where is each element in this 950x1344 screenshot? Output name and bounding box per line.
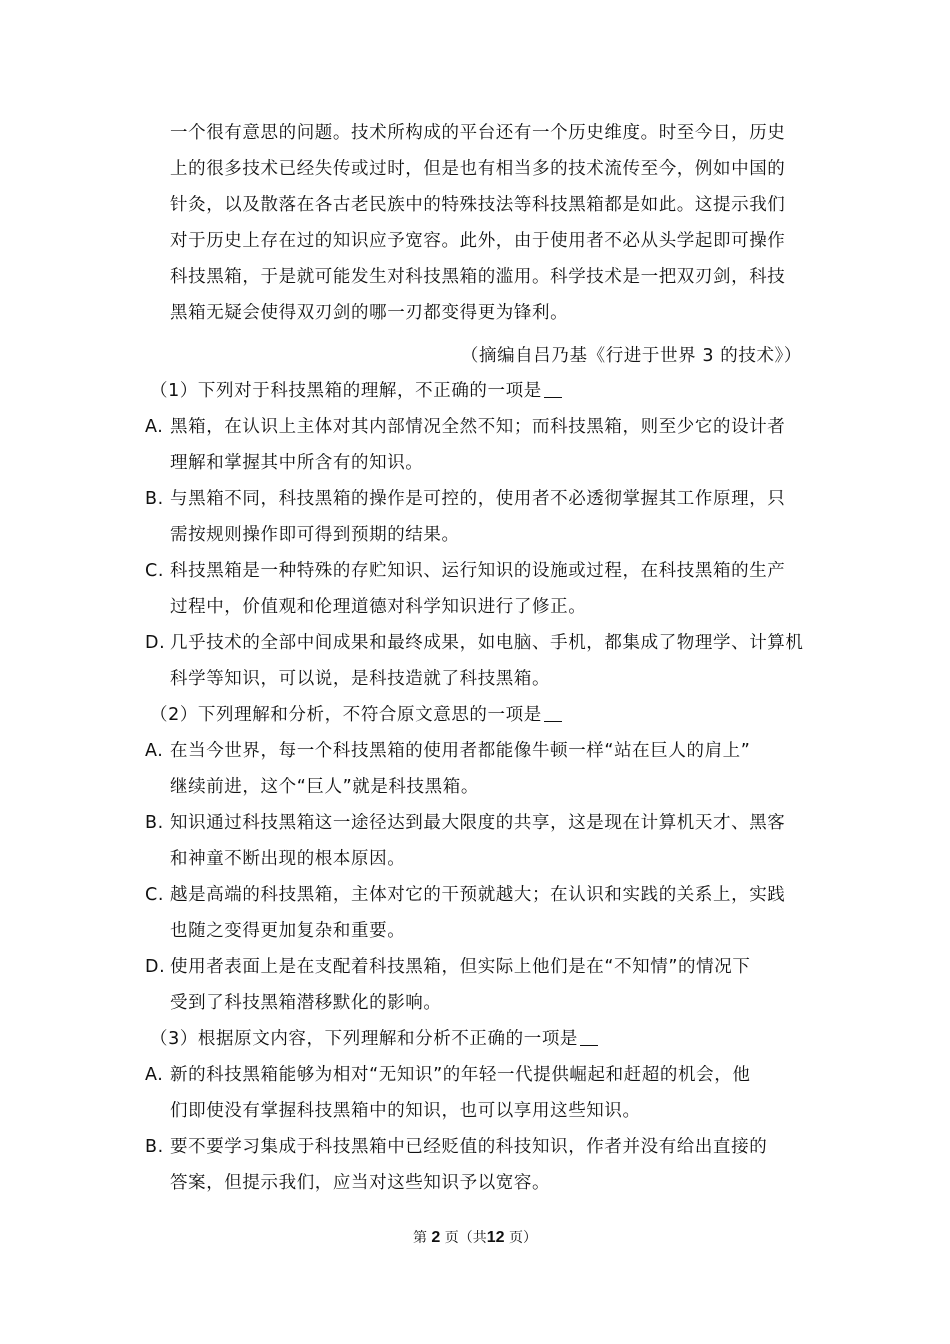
option-c: C. 越是高端的科技黑箱，主体对它的干预就越大；在认识和实践的关系上，实践	[145, 885, 786, 905]
answer-blank	[544, 379, 562, 398]
passage-line: 科技黑箱，于是就可能发生对科技黑箱的滥用。科学技术是一把双刃剑，科技	[170, 267, 786, 287]
passage-line: 针灸，以及散落在各古老民族中的特殊技法等科技黑箱都是如此。这提示我们	[170, 195, 786, 215]
page-number: 2	[431, 1229, 441, 1246]
footer-prefix: 第	[412, 1230, 427, 1246]
option-b: B. 与黑箱不同，科技黑箱的操作是可控的，使用者不必透彻掌握其工作原理，只	[145, 489, 786, 509]
option-c: C. 科技黑箱是一种特殊的存贮知识、运行知识的设施或过程，在科技黑箱的生产	[145, 561, 786, 581]
passage-line: 上的很多技术已经失传或过时，但是也有相当多的技术流传至今，例如中国的	[170, 159, 786, 179]
option-a-continued: 们即使没有掌握科技黑箱中的知识，也可以享用这些知识。	[170, 1101, 641, 1121]
option-c-continued: 也随之变得更加复杂和重要。	[170, 921, 406, 941]
footer-middle: 页（共	[444, 1230, 487, 1246]
option-b-continued: 和神童不断出现的根本原因。	[170, 849, 406, 869]
option-a: A. 新的科技黑箱能够为相对“无知识”的年轻一代提供崛起和赶超的机会，他	[145, 1065, 751, 1085]
page-total: 12	[486, 1229, 505, 1246]
answer-blank	[544, 703, 562, 722]
option-a-continued: 理解和掌握其中所含有的知识。	[170, 453, 424, 473]
option-a-continued: 继续前进，这个“巨人”就是科技黑箱。	[170, 777, 479, 797]
page-footer	[0, 1228, 950, 1248]
passage-line: 一个很有意思的问题。技术所构成的平台还有一个历史维度。时至今日，历史	[170, 123, 786, 143]
option-b: B. 知识通过科技黑箱这一途径达到最大限度的共享，这是现在计算机天才、黑客	[145, 813, 786, 833]
question-stem: （2）下列理解和分析，不符合原文意思的一项是	[150, 703, 562, 727]
passage-line: 黑箱无疑会使得双刃剑的哪一刃都变得更为锋利。	[170, 303, 569, 323]
footer-suffix: 页）	[509, 1230, 538, 1246]
option-d: D. 几乎技术的全部中间成果和最终成果，如电脑、手机，都集成了物理学、计算机	[145, 633, 804, 653]
passage-line: 对于历史上存在过的知识应予宽容。此外，由于使用者不必从头学起即可操作	[170, 231, 786, 251]
option-b-continued: 需按规则操作即可得到预期的结果。	[170, 525, 460, 545]
question-stem: （3）根据原文内容，下列理解和分析不正确的一项是	[150, 1027, 598, 1051]
option-c-continued: 过程中，价值观和伦理道德对科学知识进行了修正。	[170, 597, 587, 617]
option-a: A. 黑箱，在认识上主体对其内部情况全然不知；而科技黑箱，则至少它的设计者	[145, 417, 786, 437]
option-d-continued: 科学等知识，可以说，是科技造就了科技黑箱。	[170, 669, 551, 689]
option-a: A. 在当今世界，每一个科技黑箱的使用者都能像牛顿一样“站在巨人的肩上”	[145, 741, 751, 761]
answer-blank	[580, 1027, 598, 1046]
passage-citation: （摘编自吕乃基《行进于世界 3 的技术》）	[460, 346, 802, 366]
option-b-continued: 答案，但提示我们，应当对这些知识予以宽容。	[170, 1173, 551, 1193]
option-d-continued: 受到了科技黑箱潜移默化的影响。	[170, 993, 442, 1013]
option-b: B. 要不要学习集成于科技黑箱中已经贬值的科技知识，作者并没有给出直接的	[145, 1137, 768, 1157]
question-stem: （1）下列对于科技黑箱的理解，不正确的一项是	[150, 379, 562, 403]
option-d: D. 使用者表面上是在支配着科技黑箱，但实际上他们是在“不知情”的情况下	[145, 957, 751, 977]
